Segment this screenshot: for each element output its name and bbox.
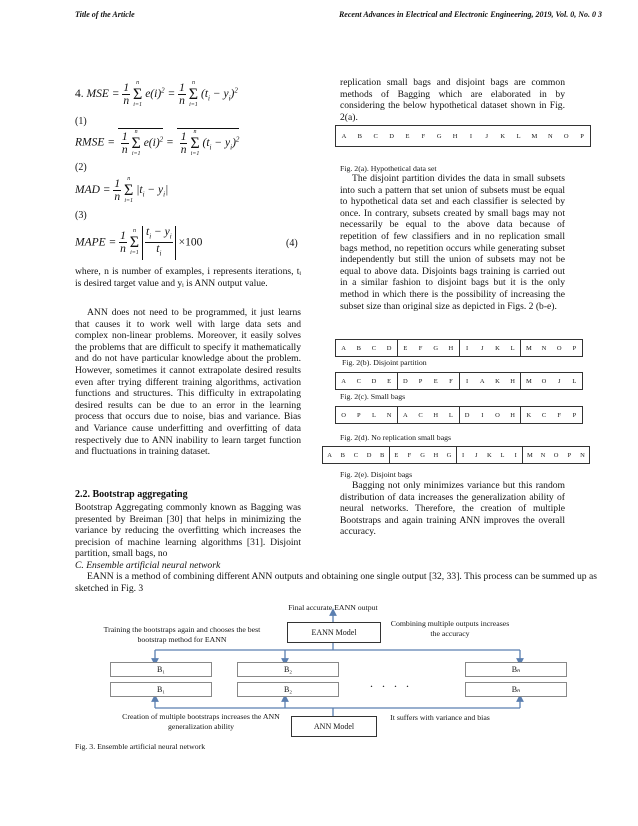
bagging-benefit-paragraph: Bagging not only minimizes variance but this random distribution of data increases the generalization ability of neural networks. Therefore, the creation of multiple Bootstraps and again training ANN improves the overall accuracy.: [340, 480, 565, 538]
fig2a-cell: G: [436, 132, 442, 140]
fig2c-cell: K: [495, 377, 500, 385]
fig2d-cell: H: [510, 411, 515, 419]
fig2b-cell: B: [356, 344, 361, 352]
fig2b-cell: D: [386, 344, 392, 352]
fig2d-cell: D: [464, 411, 470, 419]
fig2e-cell: A: [327, 451, 332, 459]
fig2b-cell: N: [541, 344, 547, 352]
fig2e-cell: I: [514, 451, 517, 459]
fig2e-cell: K: [487, 451, 492, 459]
fig2c-cell: J: [557, 377, 561, 385]
equation-mape: MAPE = $\frac{1}{n}$ n Σ i=1 $\frac{t_i - y_i}{t_i}$ ×100: [75, 226, 203, 258]
fig2a-cell: F: [421, 132, 426, 140]
fig2c-caption: Fig. 2(c). Small bags: [340, 392, 406, 401]
fig2c-cell: I: [466, 377, 469, 385]
fig2c-cell: H: [510, 377, 515, 385]
fig2c-cell: C: [356, 377, 361, 385]
training-bootstraps-note: Training the bootstraps again and chooses the best bootstrap method for EANN: [103, 625, 261, 644]
fig2e-cell: P: [567, 451, 572, 459]
subsection-heading-eann: C. Ensemble artificial neural network: [75, 560, 221, 571]
ann-model-box: ANN Model: [291, 716, 377, 737]
eann-model-box: EANN Model: [287, 622, 381, 643]
fig2d-cell: L: [371, 411, 376, 419]
fig2e-cell: N: [540, 451, 546, 459]
fig2b-cell: F: [418, 344, 423, 352]
bootstrap-b2-bottom: B₂: [237, 682, 339, 697]
fig2a-cell: C: [373, 132, 378, 140]
fig2d-cell: O: [341, 411, 346, 419]
bagging-methods-paragraph: replication small bags and disjoint bags are common methods of Bagging which are elaborated in by considering the below hypothetical dataset shown in Fig. 2(a).: [340, 77, 565, 123]
fig2a-cell: L: [516, 132, 521, 140]
bootstrap-b2-top: B₂: [237, 662, 339, 677]
fig2a-cell: O: [563, 132, 569, 140]
equation-mse: 4. MSE = $\frac{1}{n}$ n Σ i=1 $e(i)^2$ = $\frac{1}{n}$ n Σ i=1 $(t_i - y_i)^2$: [75, 80, 238, 108]
running-title: Title of the Article: [75, 10, 135, 19]
fig2b-caption: Fig. 2(b). Disjoint partition: [342, 358, 427, 367]
ann-paragraph: ANN does not need to be programmed, it just learns that causes it to work well with large data sets and complex non-linear problems. Moreover, it easily solves the problems that are difficult to specify it mathematically and do not have particular knowledge about the problem. However, sometimes it cannot extrapolate desired results even after trying different training algorithms, activation functions and structures. This difficulty in extrapolating desired results can be due to an error in the learning process that occurs due to noise, bias and variance. Bias and Variance cause underfitting and overfitting of data respectively due to ANN inability to learn target function and fluctuations in training dataset.: [75, 307, 301, 458]
fig2d-cell: K: [526, 411, 532, 419]
bootstrap-bn-bottom: Bₙ: [465, 682, 567, 697]
equation-rmse: RMSE = $\frac{1}{n}$ n Σ i=1 $e(i)^2$ = $\frac{1}{n}$ n Σ i=1 $(t_i - y_i)^2$: [75, 129, 240, 157]
fig2d-caption: Fig. 2(d). No replication small bags: [340, 433, 452, 442]
eq-label-3: (3): [75, 210, 87, 221]
fig2d-cell: A: [402, 411, 408, 419]
fig2e-cell: F: [407, 451, 412, 459]
fig2e-cell: H: [433, 451, 439, 459]
fig2b-cell: K: [495, 344, 500, 352]
fig2a-cell: E: [405, 132, 410, 140]
bootstrap-b1-top: B₁: [110, 662, 212, 677]
fig2e-cell: L: [500, 451, 505, 459]
fig2d-cell: O: [495, 411, 500, 419]
fig3-caption: Fig. 3. Ensemble artificial neural network: [75, 742, 206, 751]
fig2d-cell: I: [481, 411, 484, 419]
fig2d-cell: N: [386, 411, 392, 419]
eq-label-2: (2): [75, 162, 87, 173]
fig2b-cell: O: [556, 344, 562, 352]
fig2e-cell: G: [420, 451, 425, 459]
fig2d-cell: P: [572, 411, 577, 419]
variance-bias-note: It suffers with variance and bias: [390, 713, 490, 722]
fig2b-cell: L: [510, 344, 515, 352]
fig2b-cell: H: [448, 344, 454, 352]
eann-paragraph: EANN is a method of combining different ANN outputs and obtaining one single output [32, 33]. This process can be summed up as sketched in Fig. 3: [75, 571, 597, 594]
fig2b-cell: G: [433, 344, 439, 352]
equation-mad: MAD = $\frac{1}{n}$ n Σ i=1 $|t_i - y_i|$: [75, 176, 169, 204]
fig2d-cell: L: [448, 411, 453, 419]
fig2e-cell: B: [340, 451, 345, 459]
bootstrap-b1-bottom: B₁: [110, 682, 212, 697]
fig2c-cell: E: [433, 377, 438, 385]
fig2b-cell: P: [572, 344, 577, 352]
fig2a-cell: I: [469, 132, 473, 140]
fig2d-cell: F: [557, 411, 562, 419]
combining-outputs-note: Combining multiple outputs increases the accuracy: [390, 619, 510, 638]
eq-label-1: (1): [75, 116, 87, 127]
fig2c-cell: E: [387, 377, 392, 385]
fig2d-cell: P: [356, 411, 361, 419]
fig2b-cell: J: [481, 344, 484, 352]
fig2e-caption: Fig. 2(e). Disjoint bags: [340, 470, 413, 479]
fig2a-cell: D: [389, 132, 394, 140]
eq-label-4: (4): [286, 238, 298, 249]
journal-header: Recent Advances in Electrical and Electronic Engineering, 2019, Vol. 0, No. 0 3: [338, 10, 602, 19]
fig2a-caption: Fig. 2(a). Hypothetical data set: [340, 164, 437, 173]
fig2c-cell: L: [572, 377, 577, 385]
fig2a-cell: N: [547, 132, 553, 140]
where-paragraph: where, n is number of examples, i represents iterations, tᵢ is desired target value and yᵢ is ANN output value.: [75, 266, 301, 289]
fig2b-cell: I: [466, 344, 469, 352]
fig2c-cell: O: [541, 377, 547, 385]
fig2d-cell: C: [418, 411, 423, 419]
fig2c-cell: M: [525, 377, 532, 385]
fig2c-cell: A: [479, 377, 485, 385]
fig2a-cell: P: [580, 132, 584, 140]
fig2a-cell: K: [500, 132, 506, 140]
fig2a-cell: B: [357, 132, 362, 140]
fig2e-cell: M: [526, 451, 533, 459]
partition-methods-paragraph: The disjoint partition divides the data in small subsets into such a pattern that set union of subsets must be equal to hypothetical data set and each classifier is selected by once. In contrary, subsets created by small bags may not necessarily be equal to the above data because of repetition of few classifiers and in no replication small bags method, no repetition occurs while generating subset independently but still the union of subsets may not be equal to above data. Disjoints bags training is carried out in a similar fashion to disjoint bags but it is the only method in which there is the possibility of increasing the subset size than original size as depicted in Figs. 2 (b-e).: [340, 173, 565, 312]
fig2b-cell: E: [403, 344, 408, 352]
fig2e-cell: C: [353, 451, 359, 459]
bagging-paragraph: Bootstrap Aggregating commonly known as Bagging was presented by Breiman [30] that helps in minimizing the variance by reducing the overfitting which increases the precision of machine learning algorithms [31]. Disjoint partition, small bags, no: [75, 502, 301, 560]
fig2e-cell: N: [580, 451, 585, 459]
fig2c-cell: P: [418, 377, 423, 385]
fig2d-cell: C: [541, 411, 547, 419]
fig2e-cell: B: [380, 451, 385, 459]
fig2d-cell: H: [433, 411, 439, 419]
fig2a-cell: A: [341, 132, 347, 140]
fig2b-cell: C: [371, 344, 377, 352]
fig2c-cell: F: [449, 377, 453, 385]
final-output-label: Final accurate EANN output: [288, 603, 378, 612]
fig2e-cell: G: [446, 451, 452, 459]
fig2c-cell: D: [402, 377, 408, 385]
fig2a-cell: J: [485, 132, 489, 140]
creation-bootstraps-note: Creation of multiple bootstraps increases the ANN generalization ability: [122, 712, 280, 731]
fig2e-cell: O: [553, 451, 559, 459]
ellipsis: . . . .: [370, 676, 412, 690]
section-heading-bagging: 2.2. Bootstrap aggregating: [75, 489, 188, 500]
fig2a-cell: M: [531, 132, 538, 140]
fig2e-cell: I: [461, 451, 465, 459]
fig2c-cell: D: [371, 377, 377, 385]
fig2a-cell: H: [452, 132, 458, 140]
fig2e-cell: E: [394, 451, 399, 459]
fig2b-cell: M: [525, 344, 532, 352]
fig2b-cell: A: [341, 344, 346, 352]
bootstrap-bn-top: Bₙ: [465, 662, 567, 677]
fig2c-cell: A: [341, 377, 346, 385]
fig2e-cell: J: [474, 451, 478, 459]
fig2e-cell: D: [366, 451, 372, 459]
